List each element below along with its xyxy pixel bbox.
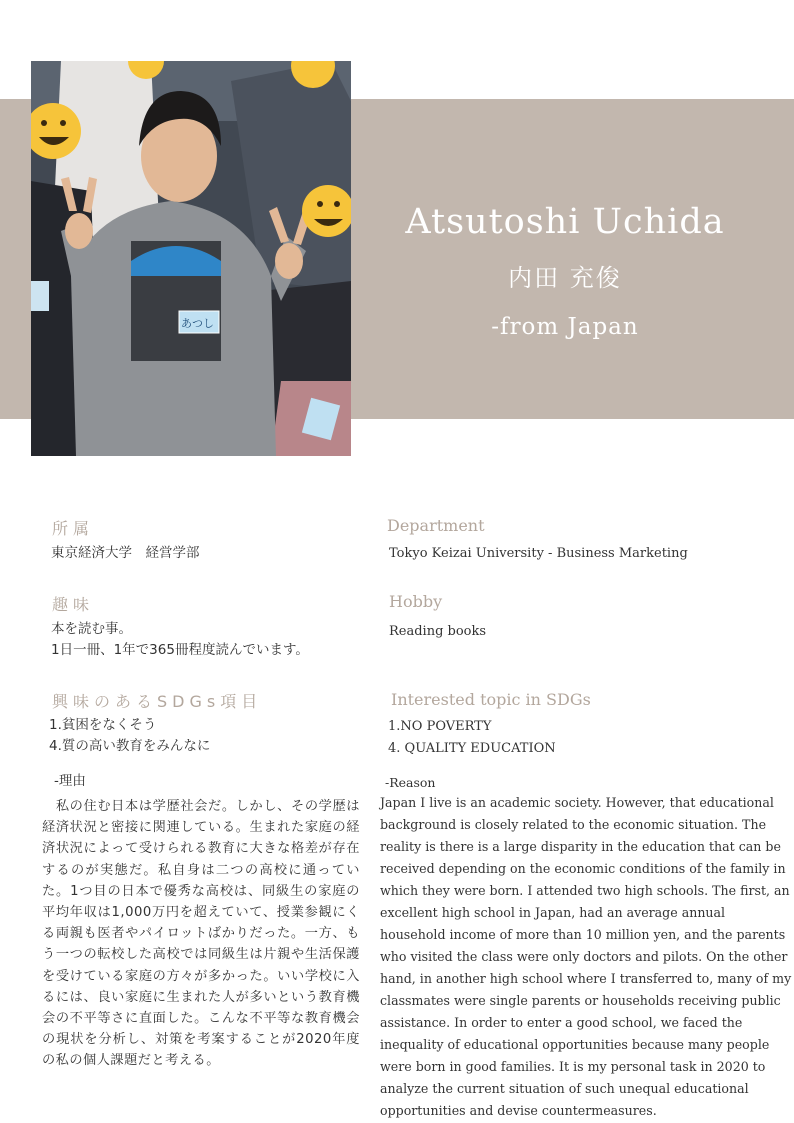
reason-label-en: -Reason — [385, 775, 436, 790]
reason-paragraph-en: Japan I live is an academic society. However, that educational background is closely related to the economic situation. The reality is there is a large disparity in the education that can be received depending on the economic conditions of the family in which they were born. I attended two high schools. The first, an excellent high school in Japan, had an average annual household income of more than 10 million yen, and the parents who visited the class were only doctors and pilots. On the other hand, in another high school where I transferred to, many of my classmates were single parents or households receiving public assistance. In order to enter a good school, we faced the inequality of educational opportunities because many people were born in good families. It is my personal task in 2020 to analyze the current situation of such unequal educational opportunities and devise countermeasures. — [380, 795, 792, 1118]
sdgs-item: 1.NO POVERTY — [388, 719, 492, 734]
department-heading-jp: 所属 — [52, 519, 95, 538]
name-japanese: 内田 充俊 — [508, 264, 622, 292]
hobby-value-jp — [51, 619, 309, 661]
sdgs-heading-en: Interested topic in SDGs — [391, 690, 591, 709]
origin-country: -from Japan — [491, 314, 639, 340]
sdgs-list-jp — [49, 715, 210, 757]
sdgs-item: 4.質の高い教育をみんなに — [49, 738, 211, 754]
name-english: Atsutoshi Uchida — [405, 202, 725, 242]
hobby-line: 本を読む事。 — [51, 621, 132, 637]
photo-name-badge: あつし — [181, 317, 214, 330]
department-heading-en: Department — [387, 516, 485, 535]
hobby-heading-en: Hobby — [389, 592, 443, 611]
profile-photo — [31, 61, 351, 456]
hobby-line: 1日一冊、1年で365冊程度読んでいます。 — [51, 642, 309, 658]
sdgs-list-en — [388, 716, 556, 760]
hobby-heading-jp: 趣味 — [52, 595, 95, 614]
sdgs-item: 4. QUALITY EDUCATION — [388, 741, 556, 756]
reason-paragraph-jp: 私の住む日本は学歴社会だ。しかし、その学歴は経済状況と密接に関連している。生まれた家庭の経済状況によって受けられる教育に大きな格差が存在するのが実態だ。私自身は二つの高校に通っていた。1つ目の日本で優秀な高校は、同級生の家庭の平均年収は1,000万円を超えていて、授業参観にくる両親も医者やパイロットばかりだった。一方、もう一つの転校した高校では同級生は片親や生活保護を受けている家庭の方々が多かった。いい学校に入るには、良い家庭に生まれた人が多いという教育機会の不平等さに直面した。こんな不平等な教育機会の現状を分析し、対策を考案することが2020年度の私の個人課題だと考える。 — [42, 799, 360, 1069]
sdgs-heading-jp: 興味のあるSDGs項目 — [52, 692, 263, 711]
hobby-value-en: Reading books — [389, 624, 487, 639]
sdgs-item: 1.貧困をなくそう — [49, 717, 157, 733]
department-value-en: Tokyo Keizai University - Business Marketing — [389, 546, 688, 561]
department-value-jp: 東京経済大学 経営学部 — [51, 545, 200, 561]
reason-label-jp: -理由 — [54, 773, 86, 789]
